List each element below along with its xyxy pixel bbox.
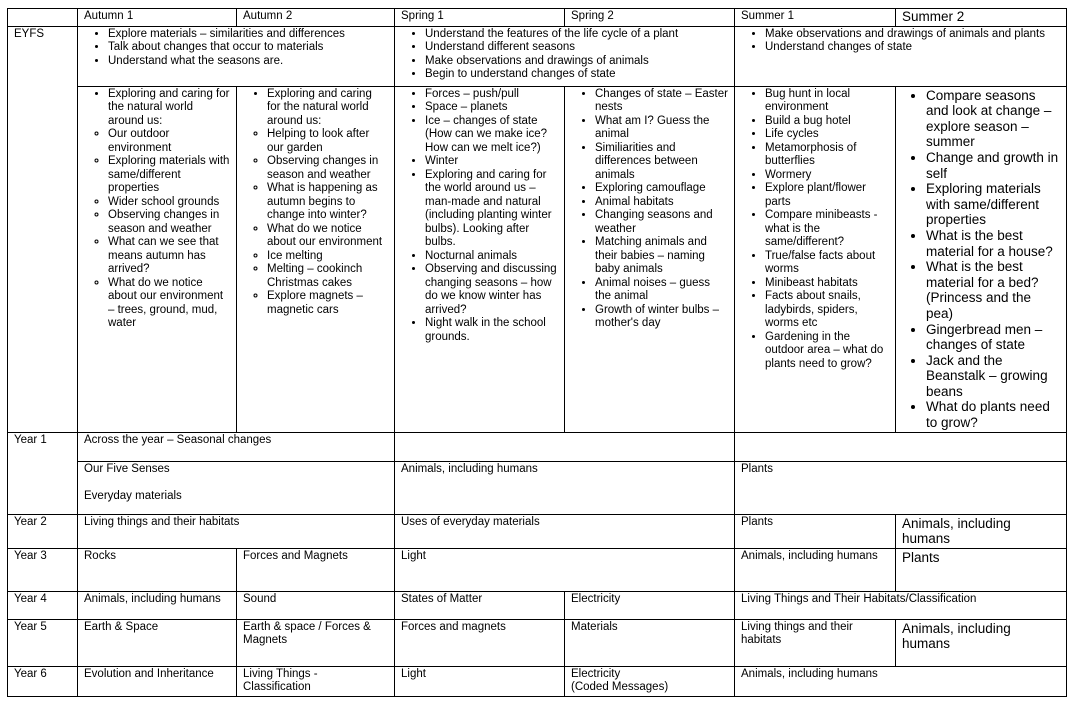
year-6-spring-2	[565, 666, 735, 696]
science-curriculum-table	[7, 8, 1067, 697]
list-item: • Forces – push/pull	[425, 88, 558, 102]
year-5-spring-2: Materials	[565, 619, 735, 666]
year-6-autumn-1: Evolution and Inheritance	[78, 666, 237, 696]
year-1-summer: Plants	[735, 461, 1067, 514]
eyfs-spring-overview	[395, 26, 735, 86]
list-item: • Animal habitats	[595, 196, 728, 210]
year-3-autumn-1: Rocks	[78, 548, 237, 591]
list-item: ◦ Helping to look after our garden	[267, 128, 388, 155]
list-item: • Gardening in the outdoor area – what do plants need to grow?	[765, 331, 889, 372]
year-6-autumn-2: Living Things - Classification	[237, 666, 395, 696]
year-1-topics-row	[8, 461, 1067, 514]
year-4-spring-2: Electricity	[565, 591, 735, 619]
list-item: • Night walk in the school grounds.	[425, 317, 558, 344]
list-item: • Exploring and caring for the world around us – man-made and natural (including planting winter bulbs). Looking after bulbs.	[425, 169, 558, 250]
eyfs-autumn-overview-list	[84, 28, 388, 69]
year-6-row	[8, 666, 1067, 696]
year-4-autumn-2: Sound	[237, 591, 395, 619]
year-2-autumn: Living things and their habitats	[78, 514, 395, 548]
eyfs-summer-1-list	[741, 88, 889, 372]
list-item: ◦ What can we see that means autumn has arrived?	[108, 236, 230, 277]
list-item: • Growth of winter bulbs – mother's day	[595, 304, 728, 331]
list-item: • Talk about changes that occur to materials	[108, 41, 388, 55]
header-autumn-1: Autumn 1	[78, 9, 237, 27]
year-1-spring: Animals, including humans	[395, 461, 735, 514]
list-item: • True/false facts about worms	[765, 250, 889, 277]
list-item: ◦ Our outdoor environment	[108, 128, 230, 155]
header-spring-1: Spring 1	[395, 9, 565, 27]
list-item: ◦ Wider school grounds	[108, 196, 230, 210]
list-item: ◦ Melting – cookinch Christmas cakes	[267, 263, 388, 290]
list-item: • Space – planets	[425, 101, 558, 115]
year-6-spring-1: Light	[395, 666, 565, 696]
year-2-summer-1: Plants	[735, 514, 896, 548]
eyfs-summer-2-detail	[896, 86, 1067, 432]
list-item: • Life cycles	[765, 128, 889, 142]
year-2-row	[8, 514, 1067, 548]
eyfs-autumn-1-sublist	[84, 128, 230, 331]
year-3-spring: Light	[395, 548, 735, 591]
year-1-spring-blank	[395, 432, 735, 461]
list-item: • Changes of state – Easter nests	[595, 88, 728, 115]
year-1-row	[8, 432, 1067, 461]
eyfs-autumn-1-main: • Exploring and caring for the natural world around us:	[108, 88, 230, 129]
eyfs-spring-1-list	[401, 88, 558, 345]
list-item: • Minibeast habitats	[765, 277, 889, 291]
year-5-autumn-2: Earth & space / Forces & Magnets	[237, 619, 395, 666]
header-spring-2: Spring 2	[565, 9, 735, 27]
eyfs-summer-overview-list	[741, 28, 1060, 55]
year-1-autumn	[78, 461, 395, 514]
header-corner	[8, 9, 78, 27]
year-2-summer-2: Animals, including humans	[896, 514, 1067, 548]
list-item: ◦ Exploring materials with same/different properties	[108, 155, 230, 196]
year-5-summer-1: Living things and their habitats	[735, 619, 896, 666]
row-label-year-6: Year 6	[8, 666, 78, 696]
list-item: • What is the best material for a bed? (Princess and the pea)	[926, 259, 1060, 321]
list-item: ◦ Observing changes in season and weather	[267, 155, 388, 182]
list-item: • Build a bug hotel	[765, 115, 889, 129]
list-item: • What do plants need to grow?	[926, 399, 1060, 430]
list-item: • Exploring materials with same/different properties	[926, 181, 1060, 228]
list-item: ◦ Observing changes in season and weather	[108, 209, 230, 236]
year-5-summer-2: Animals, including humans	[896, 619, 1067, 666]
list-item: • What am I? Guess the animal	[595, 115, 728, 142]
list-item: • Animal noises – guess the animal	[595, 277, 728, 304]
eyfs-overview-row	[8, 26, 1067, 86]
eyfs-autumn-2-main: • Exploring and caring for the natural world around us:	[267, 88, 388, 129]
eyfs-spring-overview-list	[401, 28, 728, 82]
row-label-eyfs: EYFS	[8, 26, 78, 432]
year-1-autumn-topic-1: Our Five Senses	[84, 462, 170, 475]
eyfs-summer-1-detail	[735, 86, 896, 432]
header-summer-2: Summer 2	[896, 9, 1067, 27]
list-item: • Understand what the seasons are.	[108, 55, 388, 69]
list-item: ◦ What do we notice about our environment – trees, ground, mud, water	[108, 277, 230, 331]
year-3-summer-1: Animals, including humans	[735, 548, 896, 591]
list-item: • Gingerbread men – changes of state	[926, 322, 1060, 353]
eyfs-spring-1-detail	[395, 86, 565, 432]
row-label-year-1: Year 1	[8, 432, 78, 514]
list-item: • Understand different seasons	[425, 41, 728, 55]
eyfs-autumn-2-sublist	[243, 128, 388, 317]
list-item: • Ice – changes of state (How can we make ice? How can we melt ice?)	[425, 115, 558, 156]
year-4-row	[8, 591, 1067, 619]
list-item: • Similiarities and differences between animals	[595, 142, 728, 183]
eyfs-autumn-2-detail	[237, 86, 395, 432]
list-item: • Change and growth in self	[926, 150, 1060, 181]
year-1-summer-blank	[735, 432, 1067, 461]
eyfs-spring-2-detail	[565, 86, 735, 432]
list-item: • Matching animals and their babies – naming baby animals	[595, 236, 728, 277]
list-item: • Bug hunt in local environment	[765, 88, 889, 115]
list-item: • Compare seasons and look at change – explore season – summer	[926, 88, 1060, 150]
eyfs-detail-row	[8, 86, 1067, 432]
eyfs-spring-2-list	[571, 88, 728, 331]
year-5-spring-1: Forces and magnets	[395, 619, 565, 666]
year-4-summer: Living Things and Their Habitats/Classification	[735, 591, 1067, 619]
list-item: • Understand the features of the life cycle of a plant	[425, 28, 728, 42]
list-item: ◦ Explore magnets – magnetic cars	[267, 290, 388, 317]
list-item: • Make observations and drawings of animals	[425, 55, 728, 69]
list-item: • Compare minibeasts - what is the same/different?	[765, 209, 889, 250]
list-item: ◦ What do we notice about our environment	[267, 223, 388, 250]
list-item: ◦ What is happening as autumn begins to change into winter?	[267, 182, 388, 223]
eyfs-autumn-overview	[78, 26, 395, 86]
eyfs-summer-2-list	[902, 88, 1060, 431]
header-autumn-2: Autumn 2	[237, 9, 395, 27]
list-item: • Explore plant/flower parts	[765, 182, 889, 209]
year-1-autumn-topic-2: Everyday materials	[84, 490, 182, 503]
list-item: ◦ Ice melting	[267, 250, 388, 264]
eyfs-autumn-1-detail	[78, 86, 237, 432]
list-item: • Begin to understand changes of state	[425, 68, 728, 82]
list-item: • Wormery	[765, 169, 889, 183]
eyfs-summer-overview	[735, 26, 1067, 86]
list-item: • Nocturnal animals	[425, 250, 558, 264]
row-label-year-4: Year 4	[8, 591, 78, 619]
list-item: • Make observations and drawings of animals and plants	[765, 28, 1060, 42]
list-item: • Facts about snails, ladybirds, spiders, worms etc	[765, 290, 889, 331]
header-summer-1: Summer 1	[735, 9, 896, 27]
list-item: • Observing and discussing changing seasons – how do we know winter has arrived?	[425, 263, 558, 317]
row-label-year-2: Year 2	[8, 514, 78, 548]
list-item: • Changing seasons and weather	[595, 209, 728, 236]
year-5-row	[8, 619, 1067, 666]
row-label-year-5: Year 5	[8, 619, 78, 666]
year-3-row	[8, 548, 1067, 591]
year-1-across-year: Across the year – Seasonal changes	[78, 432, 395, 461]
list-item: • Explore materials – similarities and differences	[108, 28, 388, 42]
year-2-spring: Uses of everyday materials	[395, 514, 735, 548]
list-item: • Jack and the Beanstalk – growing beans	[926, 353, 1060, 400]
year-4-autumn-1: Animals, including humans	[78, 591, 237, 619]
year-5-autumn-1: Earth & Space	[78, 619, 237, 666]
list-item: • What is the best material for a house?	[926, 228, 1060, 259]
list-item: • Exploring camouflage	[595, 182, 728, 196]
list-item: • Metamorphosis of butterflies	[765, 142, 889, 169]
year-3-summer-2: Plants	[896, 548, 1067, 591]
row-label-year-3: Year 3	[8, 548, 78, 591]
year-4-spring-1: States of Matter	[395, 591, 565, 619]
year-6-summer: Animals, including humans	[735, 666, 1067, 696]
header-row	[8, 9, 1067, 27]
year-3-autumn-2: Forces and Magnets	[237, 548, 395, 591]
list-item: • Winter	[425, 155, 558, 169]
year-6-spring-2-topic: Electricity	[571, 667, 621, 680]
year-6-spring-2-subtitle: (Coded Messages)	[571, 681, 669, 694]
list-item: • Understand changes of state	[765, 41, 1060, 55]
